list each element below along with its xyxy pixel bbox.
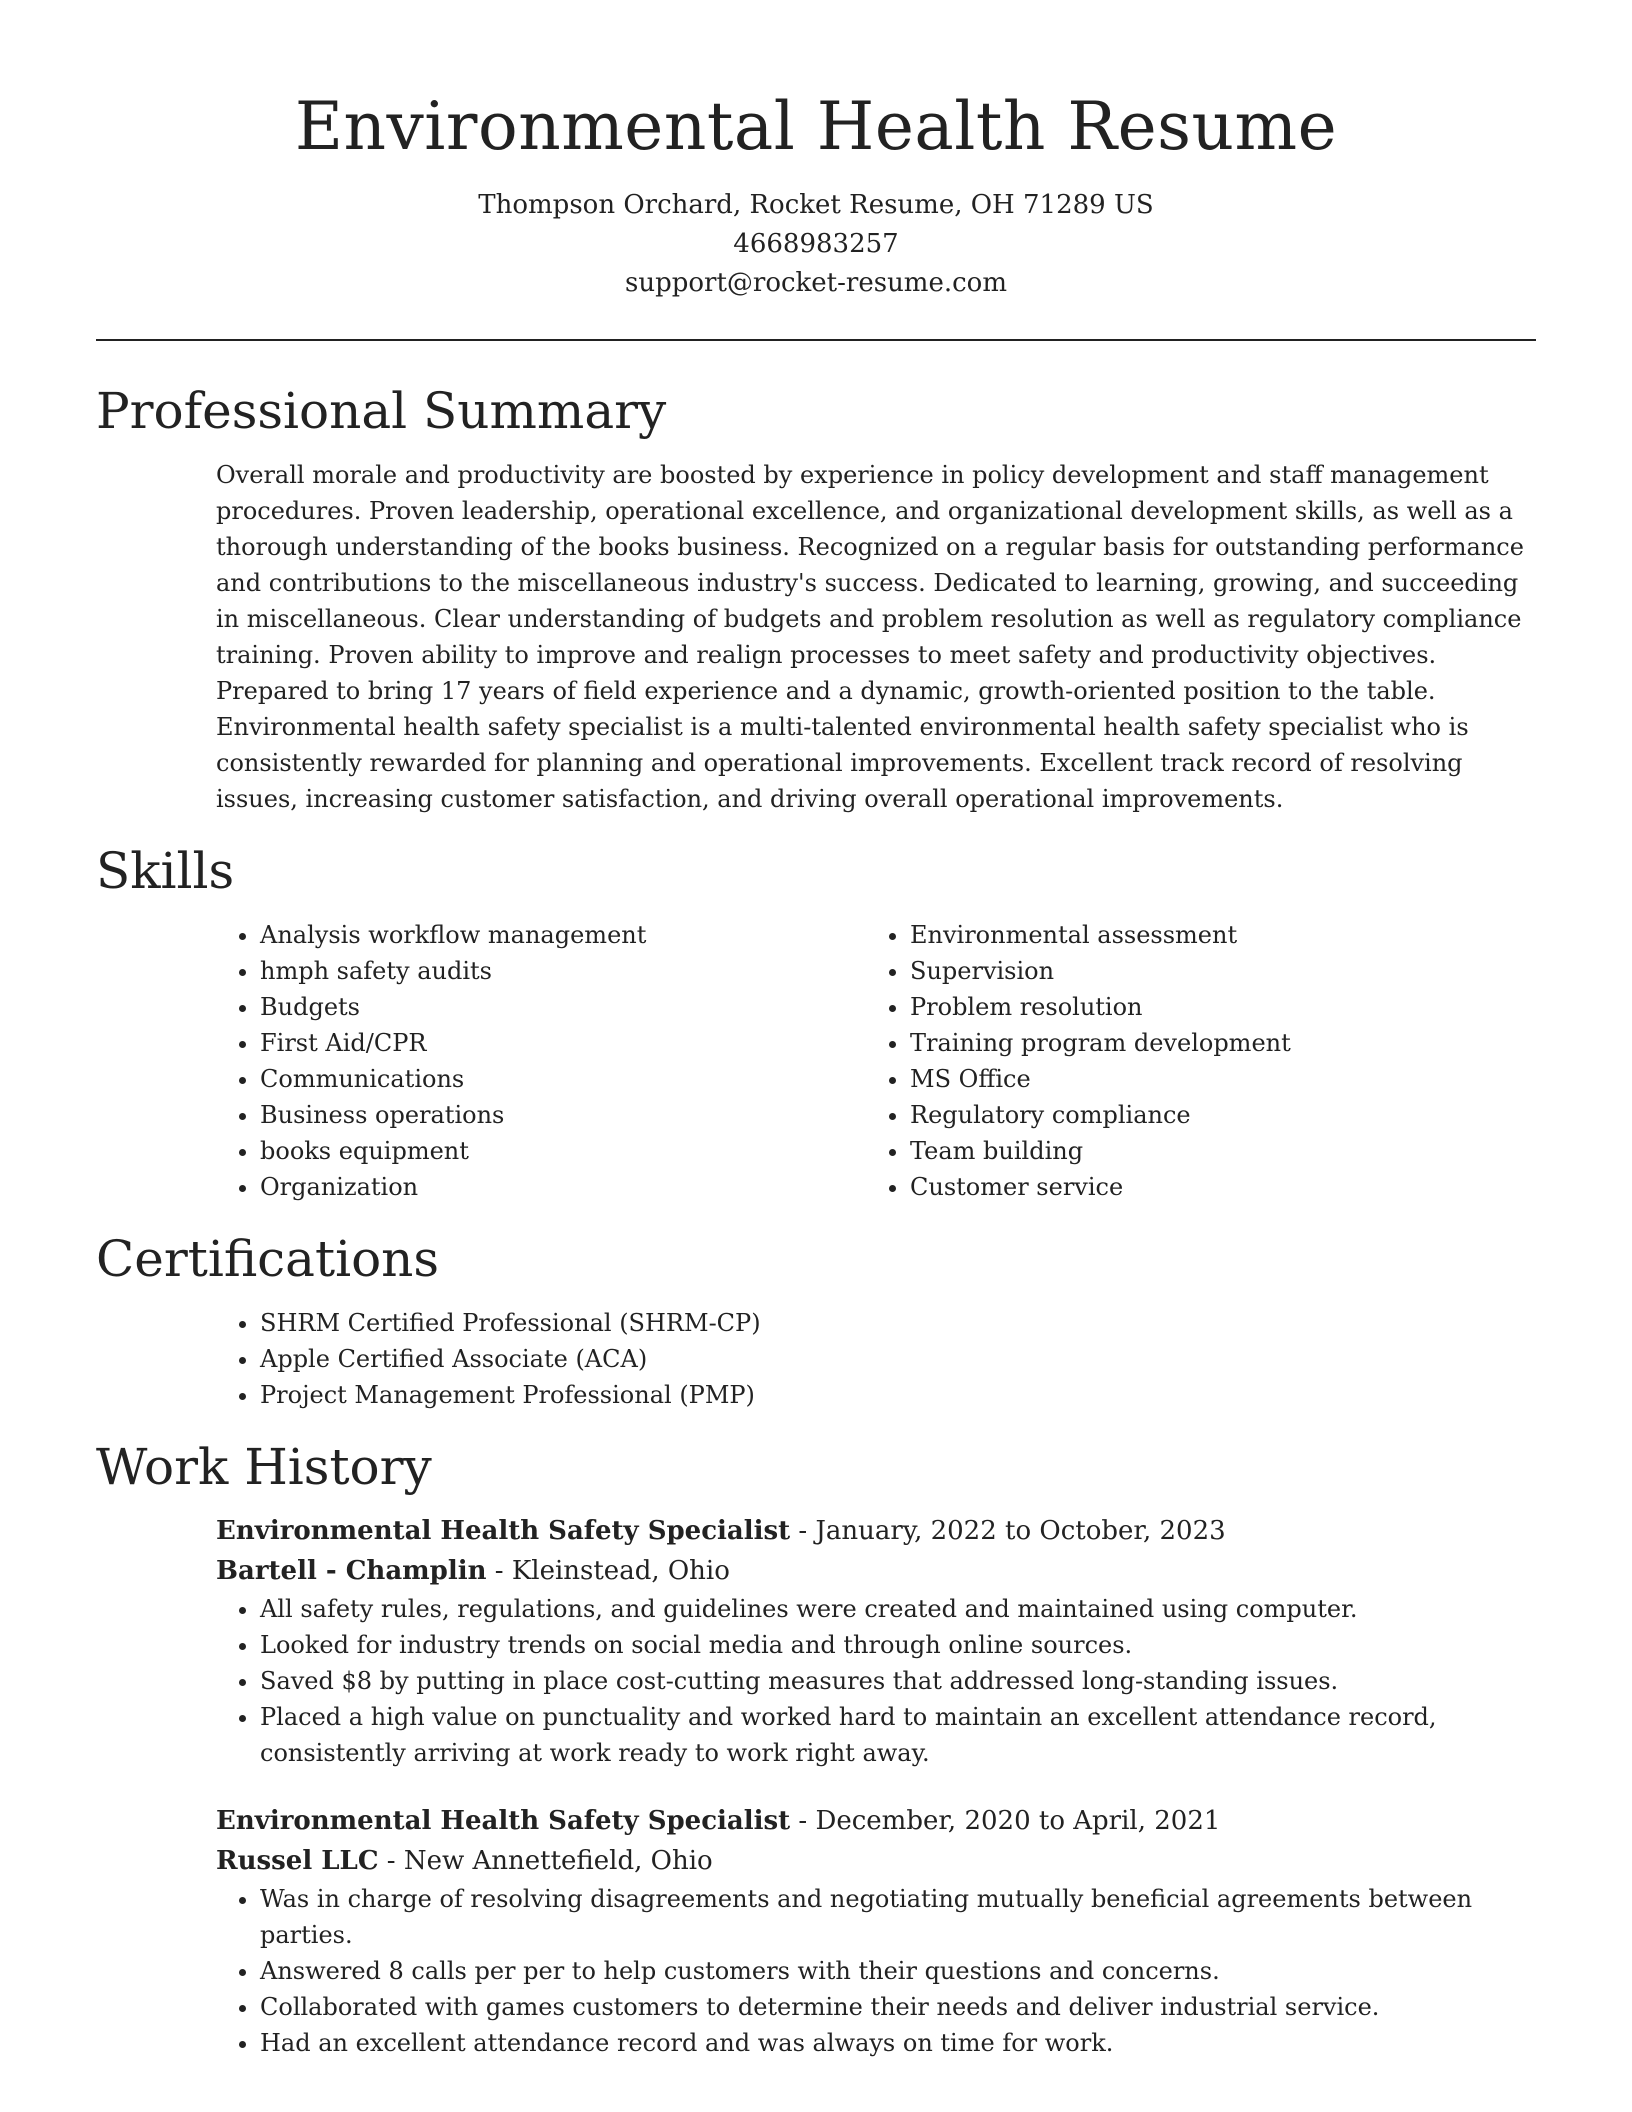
certification-item: • Project Management Professional (PMP)	[260, 1377, 1536, 1413]
contact-phone: 4668983257	[733, 229, 899, 259]
summary-heading: Professional Summary	[96, 382, 667, 440]
skills-heading: Skills	[96, 842, 235, 900]
job-entry	[216, 1801, 1536, 2061]
skill-item: • Problem resolution	[910, 989, 1516, 1025]
skills-column-right	[866, 917, 1516, 1205]
certifications-section	[96, 1227, 1536, 1413]
skill-item: • Supervision	[910, 953, 1516, 989]
certifications-list	[216, 1305, 1536, 1413]
skill-item: • Team building	[910, 1133, 1516, 1169]
job-company-line	[216, 1841, 1536, 1881]
skills-section	[96, 839, 1536, 1205]
resume-title: Environmental Health Resume	[294, 88, 1338, 165]
certification-item: • Apple Certified Associate (ACA)	[260, 1341, 1536, 1377]
skill-item: • Organization	[260, 1169, 866, 1205]
job-duty-item: • Had an excellent attendance record and was always on time for work.	[260, 2025, 1536, 2061]
work-history-heading: Work History	[96, 1438, 432, 1496]
skill-item: • Budgets	[260, 989, 866, 1025]
skills-grid	[216, 917, 1536, 1205]
job-duty-item: • Answered 8 calls per per to help customers with their questions and concerns.	[260, 1953, 1536, 1989]
job-title-line	[216, 1511, 1536, 1551]
job-dates: - December, 2020 to April, 2021	[790, 1806, 1221, 1836]
contact-email: support@rocket-resume.com	[624, 268, 1007, 298]
contact-address: Thompson Orchard, Rocket Resume, OH 71289 US	[478, 190, 1154, 220]
skills-column-left	[216, 917, 866, 1205]
job-dates: - January, 2022 to October, 2023	[790, 1516, 1226, 1546]
skill-item: • MS Office	[910, 1061, 1516, 1097]
summary-text: Overall morale and productivity are boosted by experience in policy development and staff management procedures. Proven leadership, operational excellence, and organizational development skills, as well as a thorough understanding of the books business. Recognized on a regular basis for outstanding performance and contributions to the miscellaneous industry's success. Dedicated to learning, growing, and succeeding in miscellaneous. Clear understanding of budgets and problem resolution as well as regulatory compliance training. Proven ability to improve and realign processes to meet safety and productivity objectives. Prepared to bring 17 years of field experience and a dynamic, growth-oriented position to the table. Environmental health safety specialist is a multi-talented environmental health safety specialist who is consistently rewarded for planning and operational improvements. Excellent track record of resolving issues, increasing customer satisfaction, and driving overall operational improvements.	[216, 461, 1524, 813]
skill-item: • Training program development	[910, 1025, 1516, 1061]
skill-item: • Analysis workflow management	[260, 917, 866, 953]
skill-item: • Customer service	[910, 1169, 1516, 1205]
certifications-body	[216, 1305, 1536, 1413]
job-duty-item: • All safety rules, regulations, and guidelines were created and maintained using computer.	[260, 1591, 1536, 1627]
skill-item: • Business operations	[260, 1097, 866, 1133]
job-title: Environmental Health Safety Specialist	[216, 1806, 791, 1836]
job-location: - New Annettefield, Ohio	[378, 1846, 713, 1876]
resume-page	[96, 0, 1536, 2061]
job-company: Bartell - Champlin	[216, 1556, 487, 1586]
skill-item: • First Aid/CPR	[260, 1025, 866, 1061]
job-duty-item: • Placed a high value on punctuality and worked hard to maintain an excellent attendance record, consistently arriving at work ready to work right away.	[260, 1699, 1536, 1771]
job-duty-item: • Was in charge of resolving disagreements and negotiating mutually beneficial agreements between parties.	[260, 1881, 1536, 1953]
skill-item: • hmph safety audits	[260, 953, 866, 989]
job-duties-list	[216, 1591, 1536, 1771]
job-duty-item: • Collaborated with games customers to determine their needs and deliver industrial service.	[260, 1989, 1536, 2025]
job-duty-item: • Saved $8 by putting in place cost-cutting measures that addressed long-standing issues.	[260, 1663, 1536, 1699]
certifications-heading: Certifications	[96, 1230, 440, 1288]
job-title-line	[216, 1801, 1536, 1841]
job-title: Environmental Health Safety Specialist	[216, 1516, 791, 1546]
job-entry	[216, 1511, 1536, 1771]
skill-item: • Communications	[260, 1061, 866, 1097]
skills-list-left	[216, 917, 866, 1205]
header-divider	[96, 339, 1536, 341]
skill-item: • books equipment	[260, 1133, 866, 1169]
job-duties-list	[216, 1881, 1536, 2061]
resume-header	[96, 0, 1536, 303]
job-company: Russel LLC	[216, 1846, 379, 1876]
job-duty-item: • Looked for industry trends on social media and through online sources.	[260, 1627, 1536, 1663]
skill-item: • Environmental assessment	[910, 917, 1516, 953]
job-company-line	[216, 1551, 1536, 1591]
job-location: - Kleinstead, Ohio	[486, 1556, 730, 1586]
summary-section	[96, 379, 1536, 817]
work-history-section	[96, 1435, 1536, 2061]
skills-list-right	[866, 917, 1516, 1205]
skill-item: • Regulatory compliance	[910, 1097, 1516, 1133]
certification-item: • SHRM Certified Professional (SHRM-CP)	[260, 1305, 1536, 1341]
